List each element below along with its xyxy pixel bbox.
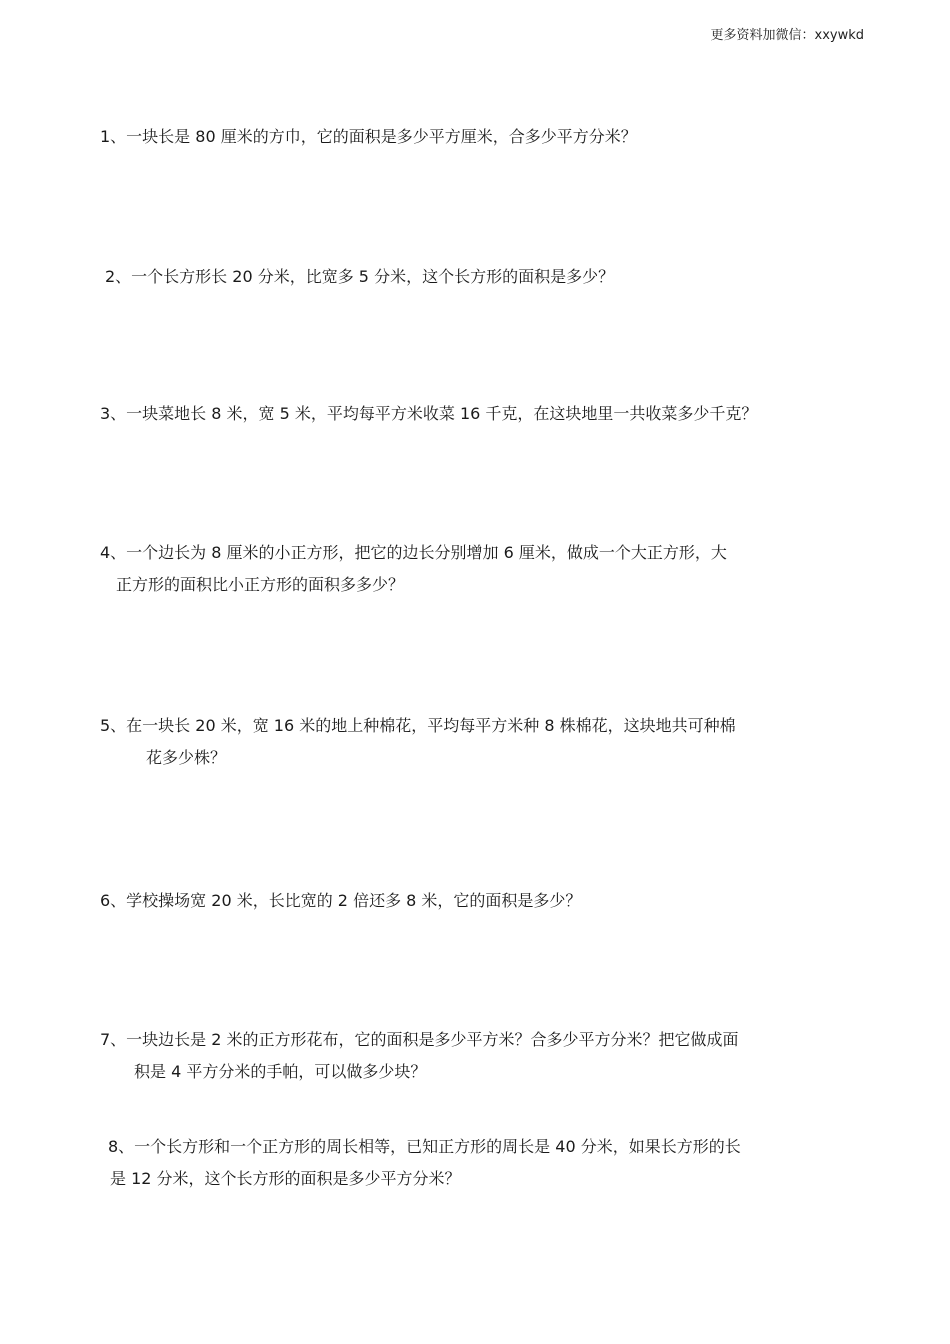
problem-2	[105, 261, 614, 293]
problem-8	[108, 1131, 741, 1195]
problem-5	[100, 710, 736, 774]
problem-1	[100, 121, 637, 153]
problem-5-text-line-2: 花多少株？	[146, 748, 227, 767]
problem-8-text-line-1: 8、一个长方形和一个正方形的周长相等，已知正方形的周长是 40 分米，如果长方形的长	[108, 1137, 741, 1156]
problem-7-text-line-2: 积是 4 平方分米的手帕，可以做多少块？	[134, 1062, 427, 1081]
header-contact-note: 更多资料加微信：xxywkd	[710, 28, 864, 43]
problem-6	[100, 885, 581, 917]
problem-6-text: 6、学校操场宽 20 米，长比宽的 2 倍还多 8 米，它的面积是多少？	[100, 891, 582, 910]
problem-7-text-line-1: 7、一块边长是 2 米的正方形花布，它的面积是多少平方米？合多少平方分米？把它做成面	[100, 1030, 739, 1049]
problem-5-text-line-1: 5、在一块长 20 米，宽 16 米的地上种棉花，平均每平方米种 8 株棉花，这块地共可种棉	[100, 716, 736, 735]
problem-2-text: 2、一个长方形长 20 分米，比宽多 5 分米，这个长方形的面积是多少？	[105, 267, 615, 286]
problem-7	[100, 1024, 739, 1088]
problem-4	[100, 537, 727, 601]
problem-3-text: 3、一块菜地长 8 米，宽 5 米，平均每平方米收菜 16 千克，在这块地里一共收菜多少千克？	[100, 404, 758, 423]
problem-1-text: 1、一块长是 80 厘米的方巾，它的面积是多少平方厘米，合多少平方分米？	[100, 127, 637, 146]
problem-8-text-line-2: 是 12 分米，这个长方形的面积是多少平方分米？	[110, 1169, 461, 1188]
problem-4-text-line-1: 4、一个边长为 8 厘米的小正方形，把它的边长分别增加 6 厘米，做成一个大正方形，大	[100, 543, 727, 562]
problem-4-text-line-2: 正方形的面积比小正方形的面积多多少？	[116, 575, 405, 594]
problem-3	[100, 398, 757, 430]
